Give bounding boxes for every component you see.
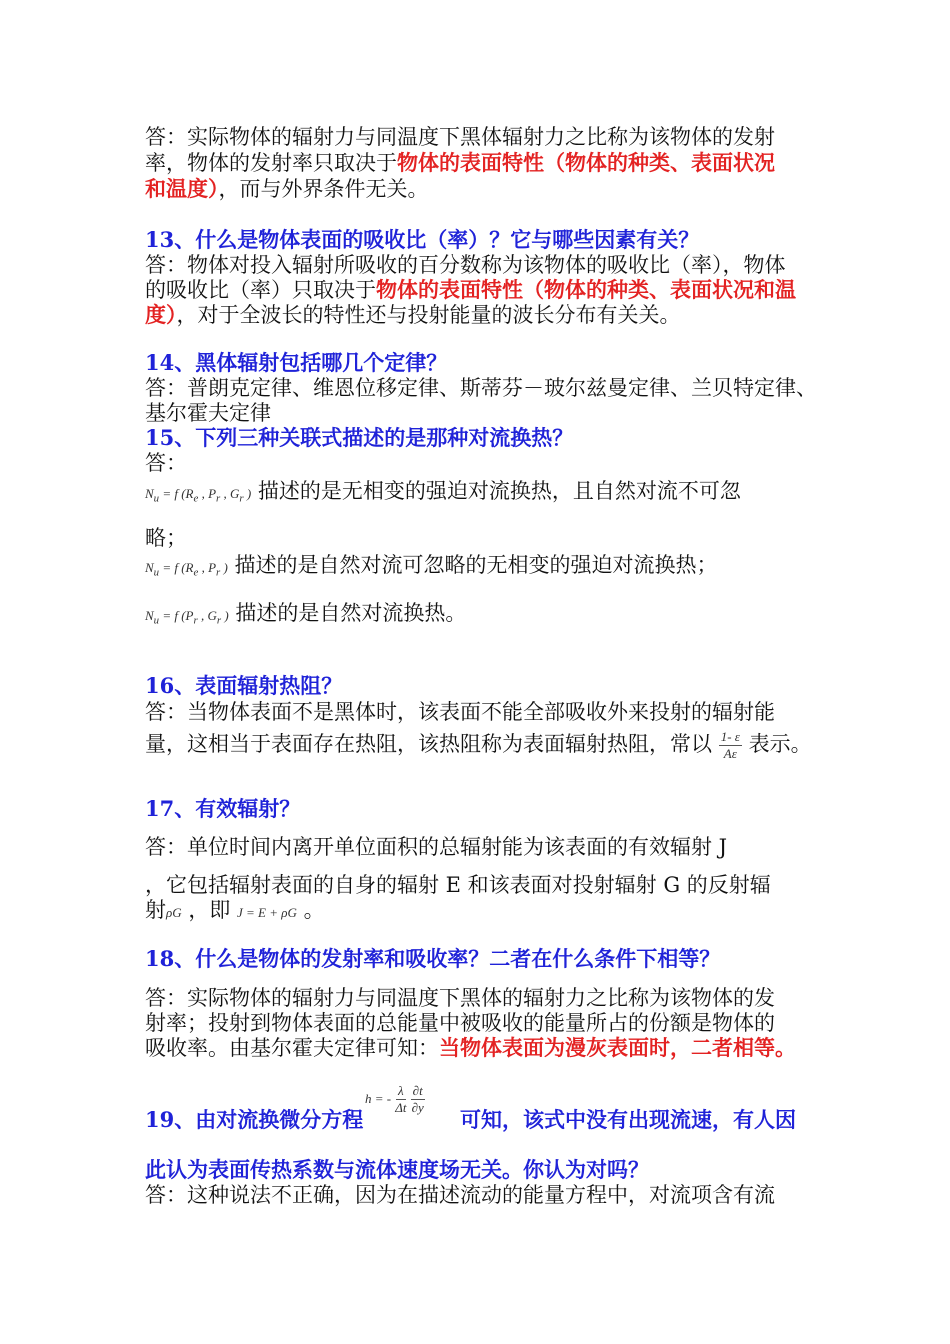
formula-1-cont: 略； bbox=[145, 526, 187, 550]
question-16: 16、表面辐射热阻？ bbox=[145, 673, 343, 698]
question-17: 17、有效辐射？ bbox=[145, 796, 301, 821]
answer-19-line-1: 答：这种说法不正确，因为在描述流动的能量方程中，对流项含有流 bbox=[145, 1183, 775, 1207]
formula-nu-pr-gr: $N_u = f$ ($P_r$ , $G_r$ ) bbox=[145, 608, 229, 627]
text: 量，这相当于表面存在热阻，该热阻称为表面辐射热阻，常以 bbox=[145, 732, 712, 756]
text: ，即 bbox=[188, 898, 231, 922]
highlight: 物体的表面特性（物体的种类、表面状况和温 bbox=[376, 277, 796, 302]
text: 吸收率。由基尔霍夫定律可知： bbox=[145, 1036, 439, 1060]
text: 描述的是自然对流可忽略的无相变的强迫对流换热； bbox=[234, 553, 718, 577]
formula-3-row bbox=[145, 600, 466, 634]
fraction-numerator: 1- ε bbox=[720, 729, 740, 744]
answer-12-line-1: 答：实际物体的辐射力与同温度下黑体辐射力之比称为该物体的发射 bbox=[145, 125, 775, 149]
answer-17-line-2: ，它包括辐射表面的自身的辐射 E 和该表面对投射辐射 G 的反射辐 bbox=[145, 873, 771, 897]
text: ，而与外界条件无关。 bbox=[218, 177, 429, 201]
answer-12-line-3 bbox=[145, 176, 429, 202]
answer-18-line-3 bbox=[145, 1035, 796, 1061]
highlight: 物体的表面特性（物体的种类、表面状况 bbox=[397, 150, 775, 175]
answer-18-line-2: 射率；投射到物体表面的总能量中被吸收的能量所占的份额是物体的 bbox=[145, 1011, 775, 1035]
answer-16-line-1: 答：当物体表面不是黑体时，该表面不能全部吸收外来投射的辐射能 bbox=[145, 700, 775, 724]
eq-frac-lambda bbox=[395, 1083, 406, 1116]
question-19-line-2: 此认为表面传热系数与流体速度场无关。你认为对吗？ bbox=[145, 1157, 649, 1182]
eq-h: h = - bbox=[365, 1091, 392, 1106]
text: 描述的是无相变的强迫对流换热，且自然对流不可忽 bbox=[257, 479, 741, 503]
fraction-surface-resistance bbox=[719, 729, 742, 762]
highlight: 和温度） bbox=[145, 176, 219, 201]
question-18: 18、什么是物体的发射率和吸收率？二者在什么条件下相等？ bbox=[145, 946, 721, 971]
text: 射 bbox=[145, 898, 166, 922]
answer-18-line-1: 答：实际物体的辐射力与同温度下黑体的辐射力之比称为该物体的发 bbox=[145, 986, 775, 1010]
eq-den: ∂y bbox=[411, 1100, 424, 1115]
highlight: 度） bbox=[145, 302, 177, 327]
answer-13-line-2 bbox=[145, 277, 796, 303]
eq-frac-partial bbox=[411, 1083, 425, 1116]
text: ，对于全波长的特性还与投射能量的波长分布有关关。 bbox=[176, 303, 681, 327]
highlight: 当物体表面为漫灰表面时，二者相等。 bbox=[439, 1035, 796, 1060]
eq-num: λ bbox=[398, 1083, 404, 1098]
question-13: 13、什么是物体表面的吸收比（率）？它与哪些因素有关？ bbox=[145, 227, 700, 252]
equation-convection bbox=[365, 1083, 425, 1116]
eq-num: ∂t bbox=[412, 1083, 423, 1098]
formula-2-row bbox=[145, 552, 718, 586]
math-rho-g: ρG bbox=[166, 905, 182, 920]
answer-15-label: 答： bbox=[145, 451, 187, 475]
text: 。 bbox=[303, 898, 325, 922]
formula-nu-re-pr: $N_u = f$ ($R_e$ , $P_r$ ) bbox=[145, 560, 228, 579]
answer-12-line-2 bbox=[145, 150, 775, 176]
formula-nu-re-pr-gr: $N_u = f$ ($R_e$ , $P_r$ , $G_r$ ) bbox=[145, 486, 252, 505]
answer-14-line-2: 基尔霍夫定律 bbox=[145, 401, 271, 425]
math-j-equation: J = E + ρG bbox=[237, 905, 297, 920]
question-14: 14、黑体辐射包括哪几个定律？ bbox=[145, 350, 448, 375]
text: 率，物体的发射率只取决于 bbox=[145, 151, 397, 175]
answer-13-line-3 bbox=[145, 302, 681, 328]
fraction-denominator: Aε bbox=[723, 746, 737, 761]
text: 的吸收比（率）只取决于 bbox=[145, 278, 376, 302]
answer-13-line-1: 答：物体对投入辐射所吸收的百分数称为该物体的吸收比（率），物体 bbox=[145, 253, 786, 277]
formula-1-row bbox=[145, 478, 741, 512]
eq-den: Δt bbox=[395, 1100, 407, 1115]
text: 表示。 bbox=[748, 732, 812, 756]
answer-17-line-3 bbox=[145, 897, 325, 926]
answer-16-line-2 bbox=[145, 726, 812, 762]
question-19-part-b: 可知，该式中没有出现流速，有人因 bbox=[460, 1107, 796, 1132]
text: 描述的是自然对流换热。 bbox=[235, 601, 467, 625]
answer-17-line-1: 答：单位时间内离开单位面积的总辐射能为该表面的有效辐射 J bbox=[145, 835, 728, 859]
question-15: 15、下列三种关联式描述的是那种对流换热？ bbox=[145, 425, 574, 450]
answer-14-line-1: 答：普朗克定律、维恩位移定律、斯蒂芬－玻尔兹曼定律、兰贝特定律、 bbox=[145, 376, 817, 400]
question-19-part-a: 19、由对流换微分方程 bbox=[145, 1107, 364, 1132]
